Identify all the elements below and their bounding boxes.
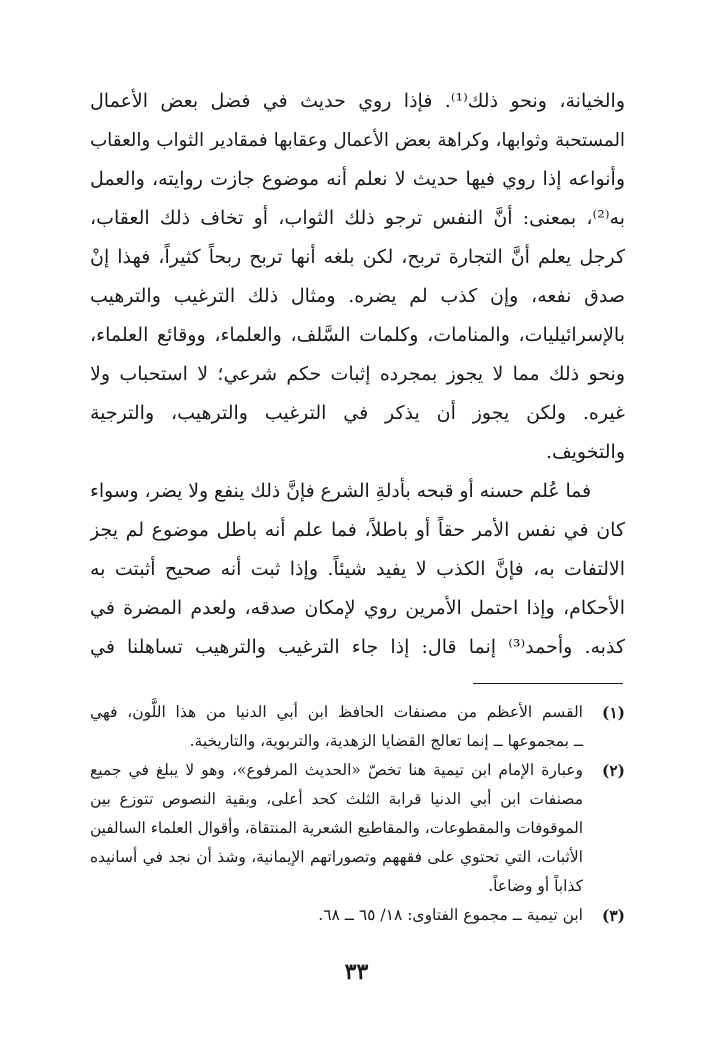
footnote-divider xyxy=(473,683,623,684)
paragraph-start-line: فما عُلم حسنه أو قبحه بأدلةِ الشرع فإنَّ ذلك ينفع ولا يضر، وسواء xyxy=(90,481,591,502)
text-line: بالإسرائيليات، والمنامات، وكلمات السَّلف، والعلماء، ووقائع العلماء، xyxy=(90,324,625,346)
footnote-3 xyxy=(90,901,625,930)
text-line: المستحبة وثوابها، وكراهة بعض الأعمال وعقابها فمقادير الثواب والعقاب xyxy=(90,130,625,151)
footnote-line: القسم الأعظم من مصنفات الحافظ ابن أبي الدنيا من هذا اللَّون، فهي xyxy=(90,703,583,721)
text-line: به⁽²⁾، بمعنى: أنَّ النفس ترجو ذلك الثواب، أو تخاف ذلك العقاب، xyxy=(90,207,625,229)
text-line: كذبه. وأحمد⁽³⁾ إنما قال: إذا جاء الترغيب والترهيب تساهلنا في xyxy=(90,636,625,658)
footnote-1 xyxy=(90,698,625,756)
paragraph-end-line: والتخويف. xyxy=(545,441,625,463)
footnote-2 xyxy=(90,756,625,901)
text-line: والخيانة، ونحو ذلك⁽¹⁾. فإذا روي حديث في فضل بعض الأعمال xyxy=(90,90,625,112)
footnote-number: (٣) xyxy=(601,906,625,925)
text-line: ونحو ذلك مما لا يجوز بمجرده إثبات حكم شرعي؛ لا استحباب ولا xyxy=(90,363,625,385)
text-line: كرجل يعلم أنَّ التجارة تربح، لكن بلغه أنها تربح ربحاً كثيراً، فهذا إنْ xyxy=(90,246,625,268)
footnote-line: ــ بمجموعها ــ إنما تعالج القضايا الزهدية، والتربوية، والتاريخية. xyxy=(189,732,583,750)
footnote-line: الموقوفات والمقطوعات، والمقاطيع الشعرية المنتقاة، وأقوال العلماء السالفين xyxy=(90,819,583,837)
text-line: كان في نفس الأمر حقاً أو باطلاً، فما علم أنه باطل موضوع لم يجز xyxy=(90,519,625,541)
footnote-line: وعبارة الإمام ابن تيمية هنا تخصّ «الحديث المرفوع»، وهو لا يبلغ في جميع xyxy=(90,761,583,779)
text-line: غيره. ولكن يجوز أن يذكر في الترغيب والترهيب، والترجية xyxy=(90,402,625,424)
text-line: صدق نفعه، وإن كذب لم يضره. ومثال ذلك الترغيب والترهيب xyxy=(90,285,625,307)
main-text xyxy=(90,82,625,667)
footnote-line: ابن تيمية ــ مجموع الفتاوى: ١٨/ ٦٥ ــ ٦٨. xyxy=(318,906,583,924)
page-number: ٣٣ xyxy=(344,959,369,985)
footnote-line: مصنفات ابن أبي الدنيا قرابة الثلث كحد أعلى، وبقية النصوص تتوزع بين xyxy=(90,790,583,808)
footnote-line: كذاباً أو وضاعاً. xyxy=(488,877,583,895)
footnotes xyxy=(90,698,625,930)
footnote-number: (١) xyxy=(601,703,625,722)
footnote-line: الأثبات، التي تحتوي على فقههم وتصوراتهم الإيمانية، وشذ أن نجد في أسانيده xyxy=(90,848,583,866)
text-line: وأنواعه إذا روي فيها حديث لا نعلم أنه موضوع جازت روايته، والعمل xyxy=(90,168,625,190)
text-line: الالتفات به، فإنَّ الكذب لا يفيد شيئاً. وإذا ثبت أنه صحيح أثبتت به xyxy=(90,558,625,580)
footnote-number: (٢) xyxy=(601,761,625,780)
text-line: الأحكام، وإذا احتمل الأمرين روي لإمكان صدقه، ولعدم المضرة في xyxy=(90,597,625,619)
